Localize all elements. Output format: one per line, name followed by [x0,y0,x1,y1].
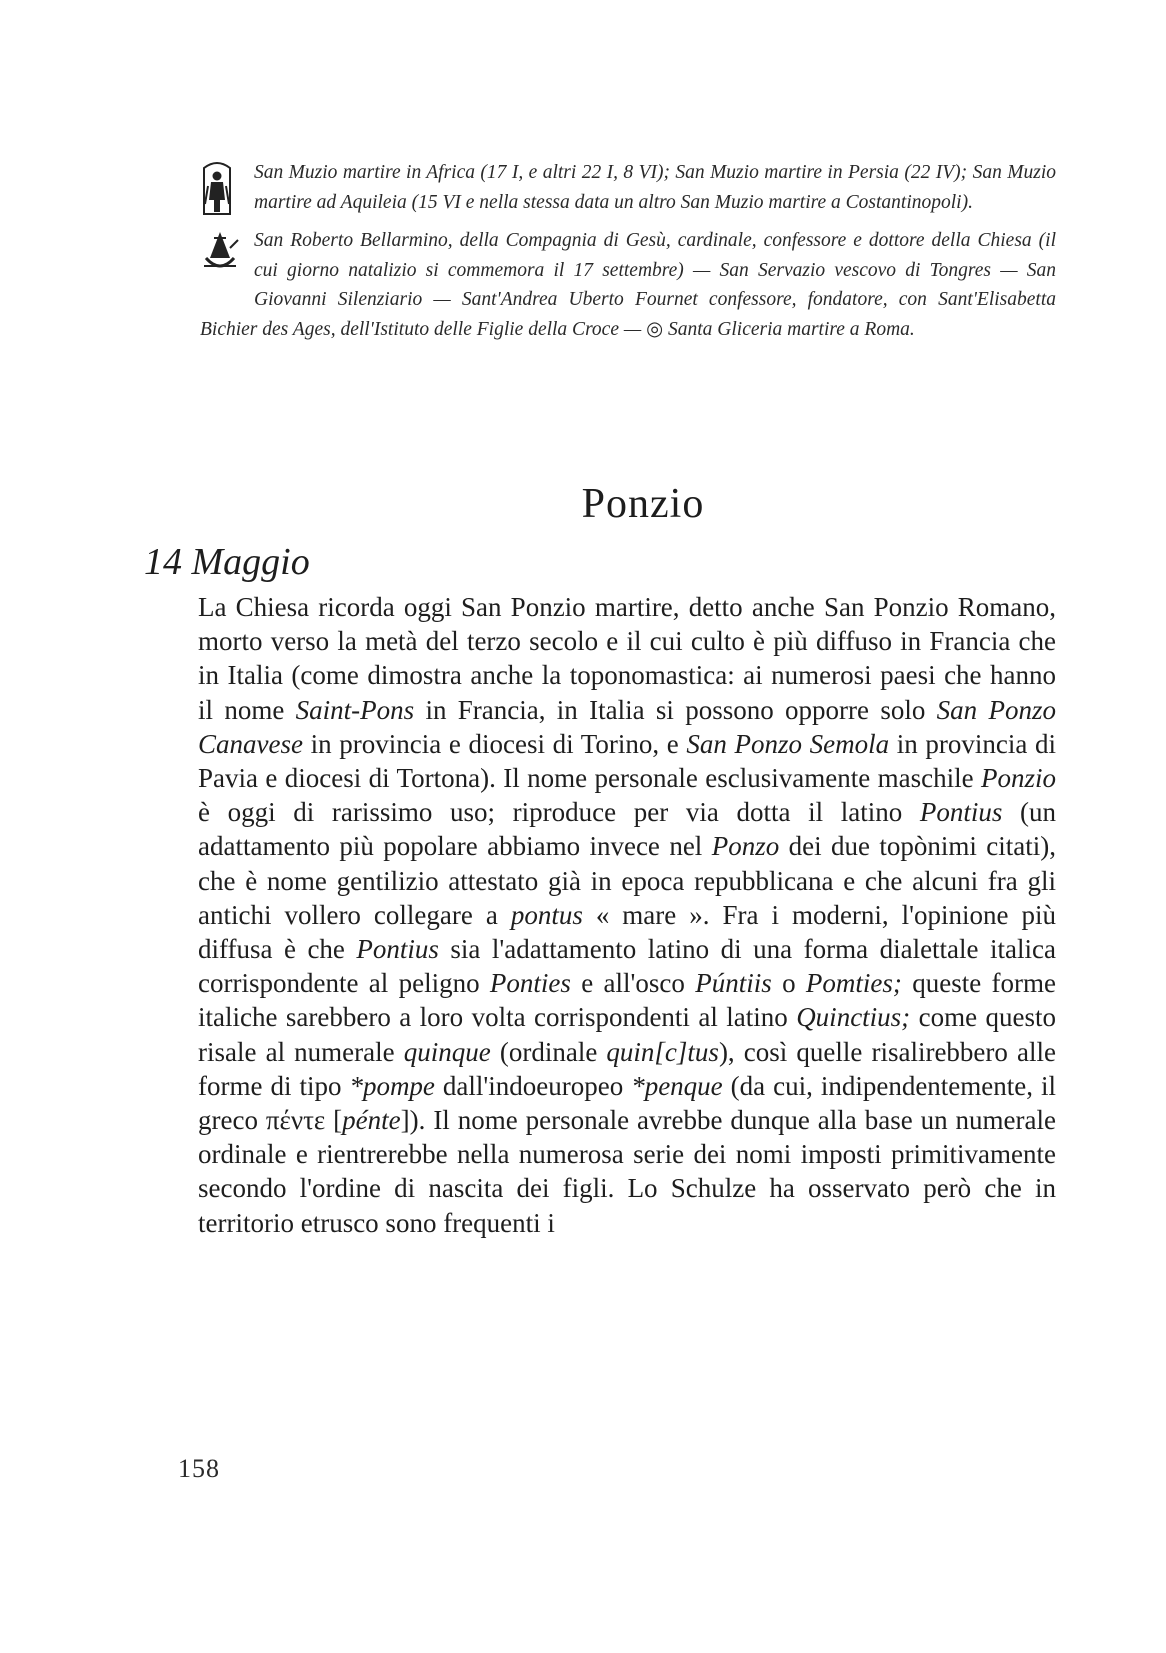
body-run: (da cui, indipendentemente, il greco πέντε [ [198,1070,1056,1136]
body-run: « mare ». Fra i moderni, l'opinione più diffusa è che [198,899,1056,965]
note-block-1 [200,158,1056,217]
page-number: 158 [178,1454,220,1483]
body-run: e all'osco [570,968,696,999]
commemoration-notes [200,158,1056,353]
italic-term: quinque [403,1036,491,1067]
italic-term: San Ponzo Semola [686,728,890,759]
body-run: in provincia e diocesi di Torino, e [302,728,687,759]
body-run: in provincia di Pavia e diocesi di Tortona). Il nome personale esclusivamente maschile [198,728,1057,794]
body-run: ), così quelle risalirebbero alle forme di tipo [198,1036,1056,1101]
note-text-1: San Muzio martire in Africa (17 I, e altri 22 I, 8 VI); San Muzio martire in Persia (22 IV); San Muzio martire ad Aquileia (15 VI e nella stessa data un altro San Muzio martire a Costantinopoli). [254,162,1056,213]
saint-emblem-icon [200,228,244,286]
body-paragraph [198,590,1056,1240]
italic-term: Ponzio [980,763,1056,794]
italic-term: Quinctius; [796,1002,911,1033]
body-run: come questo risale al numerale [198,1002,1056,1067]
body-run: La Chiesa ricorda oggi San Ponzio martire, detto anche San Ponzio Romano, morto verso la metà del terzo secolo e il cui culto è più diffuso in Francia che in Italia (come dimostra anche la toponomastica: ai numerosi paesi che hanno il nome [198,592,1056,725]
date-heading: 14 Maggio [144,541,310,583]
body-run: sia l'adattamento latino di una forma dialettale italica corrispondente al peligno [198,934,1056,999]
note-block-2 [200,226,1056,344]
body-run: (un adattamento più popolare abbiamo invece nel [198,797,1057,862]
note-text-2 [200,230,1056,340]
note-text-2-tail: Santa Gliceria martire a Roma. [663,318,915,340]
italic-term: *penque [631,1070,723,1101]
body-run: in Francia, in Italia si possono opporre solo [414,694,937,725]
italic-term: San Ponzo Canavese [198,694,1056,759]
italic-term: Púntiis [695,968,772,999]
italic-term: Pontius [356,934,439,965]
italic-term: Pomties; [805,968,902,999]
italic-term: *pompe [349,1070,435,1101]
italic-term: pénte [342,1105,401,1136]
body-run: queste forme italiche sarebbero a loro volta corrispondenti al latino [198,968,1057,1033]
body-text [198,590,1056,1240]
section-title: Ponzio [581,481,705,527]
italic-term: Saint-Pons [295,694,415,725]
body-run: ]). Il nome personale avrebbe dunque alla base un numerale ordinale e rientrerebbe nella numerosa serie dei nomi imposti primitivamente secondo l'ordine di nascita dei figli. Lo Schulze ha osservato però che in territorio etrusco sono frequenti i [198,1105,1056,1238]
body-run: è oggi di rarissimo uso; riproduce per via dotta il latino [198,797,920,828]
martyr-palm-emblem-icon [200,160,244,218]
italic-term: pontus [510,899,583,930]
italic-term: Pontius [919,797,1003,828]
body-run: dall'indoeuropeo [434,1070,632,1101]
note-text-2-main: San Roberto Bellarmino, della Compagnia di Gesù, cardinale, confessore e dottore della Chiesa (il cui giorno natalizio si commemora il 17 settembre) — San Servazio vescovo di Tongres — San Giovanni Silenziario — Sant'Andrea Uberto Fournet confessore, fondatore, con Sant'Elisabetta Bichier des Ages, dell'Istituto delle Figlie della Croce — [200,230,1056,340]
body-run: (ordinale [490,1036,607,1067]
circled-dot-icon: ◎ [646,318,664,340]
italic-term: Ponzo [711,831,780,862]
italic-term: Ponties [489,968,571,999]
body-run: dei due topònimi citati), che è nome gentilizio attestato già in epoca repubblicana e che alcuni fra gli antichi vollero collegare a [198,831,1056,930]
body-run: o [771,968,806,999]
italic-term: quin[c]tus [606,1036,719,1067]
